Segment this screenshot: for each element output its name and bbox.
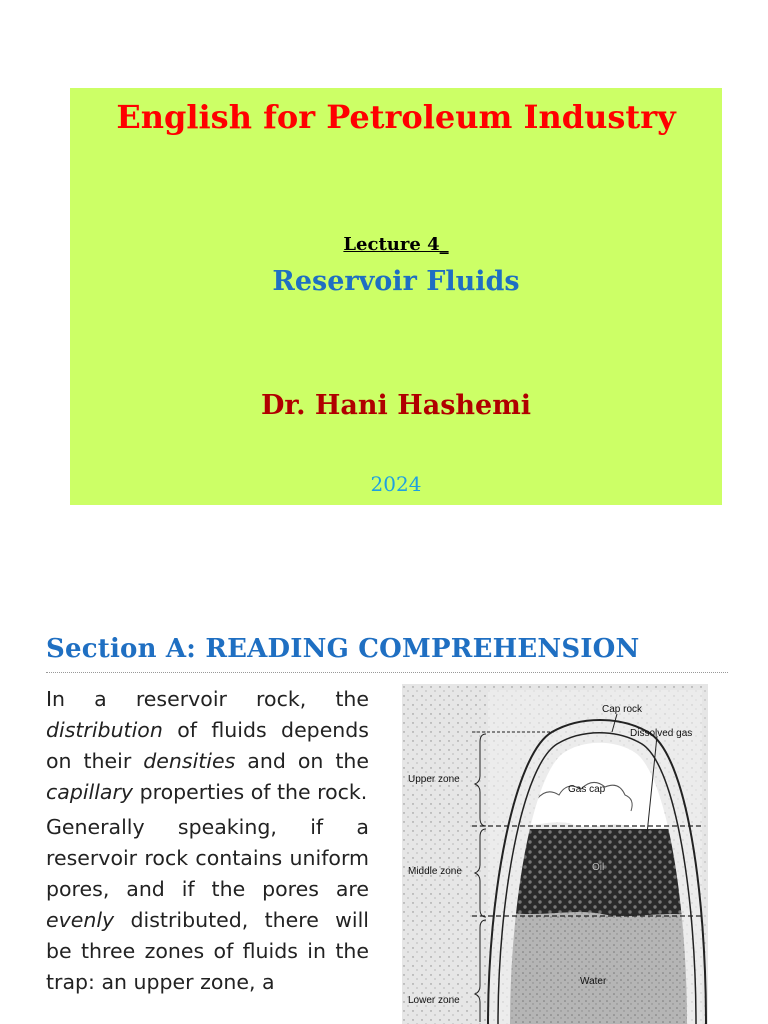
label-lower-zone: Lower zone xyxy=(408,995,460,1006)
text-run: In a reservoir rock, the xyxy=(46,687,369,711)
lecture-number xyxy=(70,234,722,255)
paragraph-1 xyxy=(46,684,369,808)
text-run: of fluids depends on their xyxy=(46,718,369,773)
title-slide xyxy=(70,88,722,505)
course-title: English for Petroleum Industry xyxy=(116,98,676,136)
label-middle-zone: Middle zone xyxy=(408,866,462,877)
italic-term: densities xyxy=(143,749,236,773)
reading-text xyxy=(46,684,369,1002)
paragraph-2 xyxy=(46,812,369,998)
lecture-subtitle: Reservoir Fluids xyxy=(272,266,520,297)
label-cap-rock: Cap rock xyxy=(602,704,643,715)
section-divider xyxy=(46,672,728,673)
text-run: properties of the rock. xyxy=(133,780,368,804)
label-upper-zone: Upper zone xyxy=(408,774,460,785)
year: 2024 xyxy=(370,472,422,496)
label-oil: Oil xyxy=(592,862,605,873)
lecture-label: Lecture 4 xyxy=(343,234,440,255)
section-heading: Section A: READING COMPREHENSION xyxy=(46,634,640,664)
label-water: Water xyxy=(580,976,607,987)
label-gas-cap: Gas cap xyxy=(568,784,606,795)
italic-term: distribution xyxy=(46,718,163,742)
reservoir-diagram xyxy=(402,684,708,1024)
label-dissolved-gas: Dissolved gas xyxy=(630,728,693,739)
water-zone xyxy=(502,912,702,1024)
italic-term: evenly xyxy=(46,908,115,932)
italic-term: capillary xyxy=(46,780,134,804)
author-name: Dr. Hani Hashemi xyxy=(260,390,532,421)
lecture-suffix: _ xyxy=(439,234,449,255)
reservoir-diagram-svg xyxy=(402,684,708,1024)
text-run: distributed, there will be three zones of fluids in the trap: an upper zone, a xyxy=(46,908,369,994)
text-run: and on the xyxy=(235,749,369,773)
text-run: Generally speaking, if a reservoir rock contains uniform pores, and if the pores are xyxy=(46,815,369,901)
